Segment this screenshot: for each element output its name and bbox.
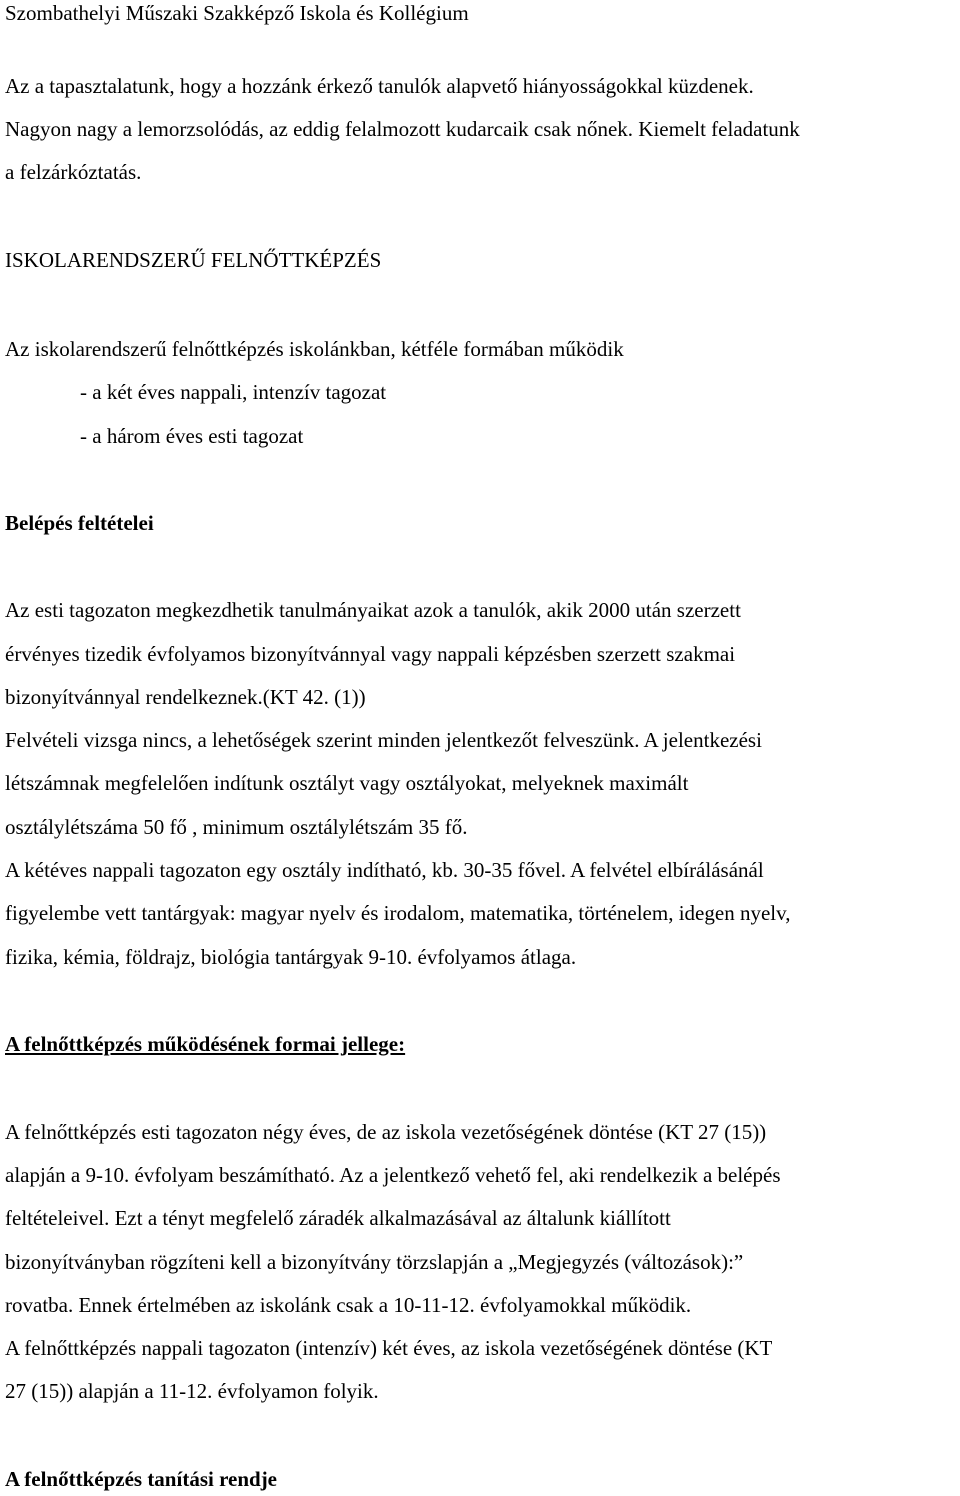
section1-lead: Az iskolarendszerű felnőttképzés iskolánkban, kétféle formában működik: [5, 337, 624, 361]
section2-line-9: fizika, kémia, földrajz, biológia tantárgyak 9-10. évfolyamos átlaga.: [5, 945, 577, 969]
intro-line-1: Az a tapasztalatunk, hogy a hozzánk érkező tanulók alapvető hiányosságokkal küzdenek.: [5, 74, 754, 98]
section2-line-5: létszámnak megfelelően indítunk osztályt vagy osztályokat, melyeknek maximált: [5, 771, 689, 795]
section2-line-1: Az esti tagozaton megkezdhetik tanulmányaikat azok a tanulók, akik 2000 után szerzett: [5, 598, 741, 622]
section2-line-3: bizonyítvánnyal rendelkeznek.(KT 42. (1)): [5, 685, 366, 709]
section3-line-5: rovatba. Ennek értelmében az iskolánk csak a 10-11-12. évfolyamokkal működik.: [5, 1293, 692, 1317]
section3-line-6: A felnőttképzés nappali tagozaton (intenzív) két éves, az iskola vezetőségének döntése (KT: [5, 1336, 773, 1360]
section1-item-1: - a két éves nappali, intenzív tagozat: [80, 380, 387, 404]
intro-line-2: Nagyon nagy a lemorzsolódás, az eddig felalmozott kudarcaik csak nőnek. Kiemelt feladatunk: [5, 117, 800, 141]
section-heading-formai-jellege: A felnőttképzés működésének formai jellege:: [5, 1032, 406, 1056]
section2-line-2: érvényes tizedik évfolyamos bizonyítvánnyal vagy nappali képzésben szerzett szakmai: [5, 642, 736, 666]
section3-line-4: bizonyítványban rögzíteni kell a bizonyítvány törzslapján a „Megjegyzés (változások):”: [5, 1250, 744, 1274]
section3-line-3: feltételeivel. Ezt a tényt megfelelő záradék alkalmazásával az általunk kiállított: [5, 1206, 671, 1230]
section2-line-8: figyelembe vett tantárgyak: magyar nyelv és irodalom, matematika, történelem, idegen nyelv,: [5, 901, 791, 925]
section-heading-belepes: Belépés feltételei: [5, 511, 154, 535]
section2-line-4: Felvételi vizsga nincs, a lehetőségek szerint minden jelentkezőt felveszünk. A jelentkezési: [5, 728, 762, 752]
section-heading-tanitasi-rendje: A felnőttképzés tanítási rendje: [5, 1467, 278, 1491]
section3-line-7: 27 (15)) alapján a 11-12. évfolyamon folyik.: [5, 1379, 379, 1403]
section-heading-iskolarendszeru: ISKOLARENDSZERŰ FELNŐTTKÉPZÉS: [5, 248, 382, 272]
section3-line-2: alapján a 9-10. évfolyam beszámítható. Az a jelentkező vehető fel, aki rendelkezik a belépés: [5, 1163, 781, 1187]
section2-line-7: A kétéves nappali tagozaton egy osztály indítható, kb. 30-35 fővel. A felvétel elbírálásánál: [5, 858, 764, 882]
section3-line-1: A felnőttképzés esti tagozaton négy éves, de az iskola vezetőségének döntése (KT 27 (15)): [5, 1120, 767, 1144]
intro-line-3: a felzárkóztatás.: [5, 160, 142, 184]
school-name: Szombathelyi Műszaki Szakképző Iskola és Kollégium: [5, 1, 469, 25]
section2-line-6: osztálylétszáma 50 fő , minimum osztálylétszám 35 fő.: [5, 815, 468, 839]
section1-item-2: - a három éves esti tagozat: [80, 424, 304, 448]
